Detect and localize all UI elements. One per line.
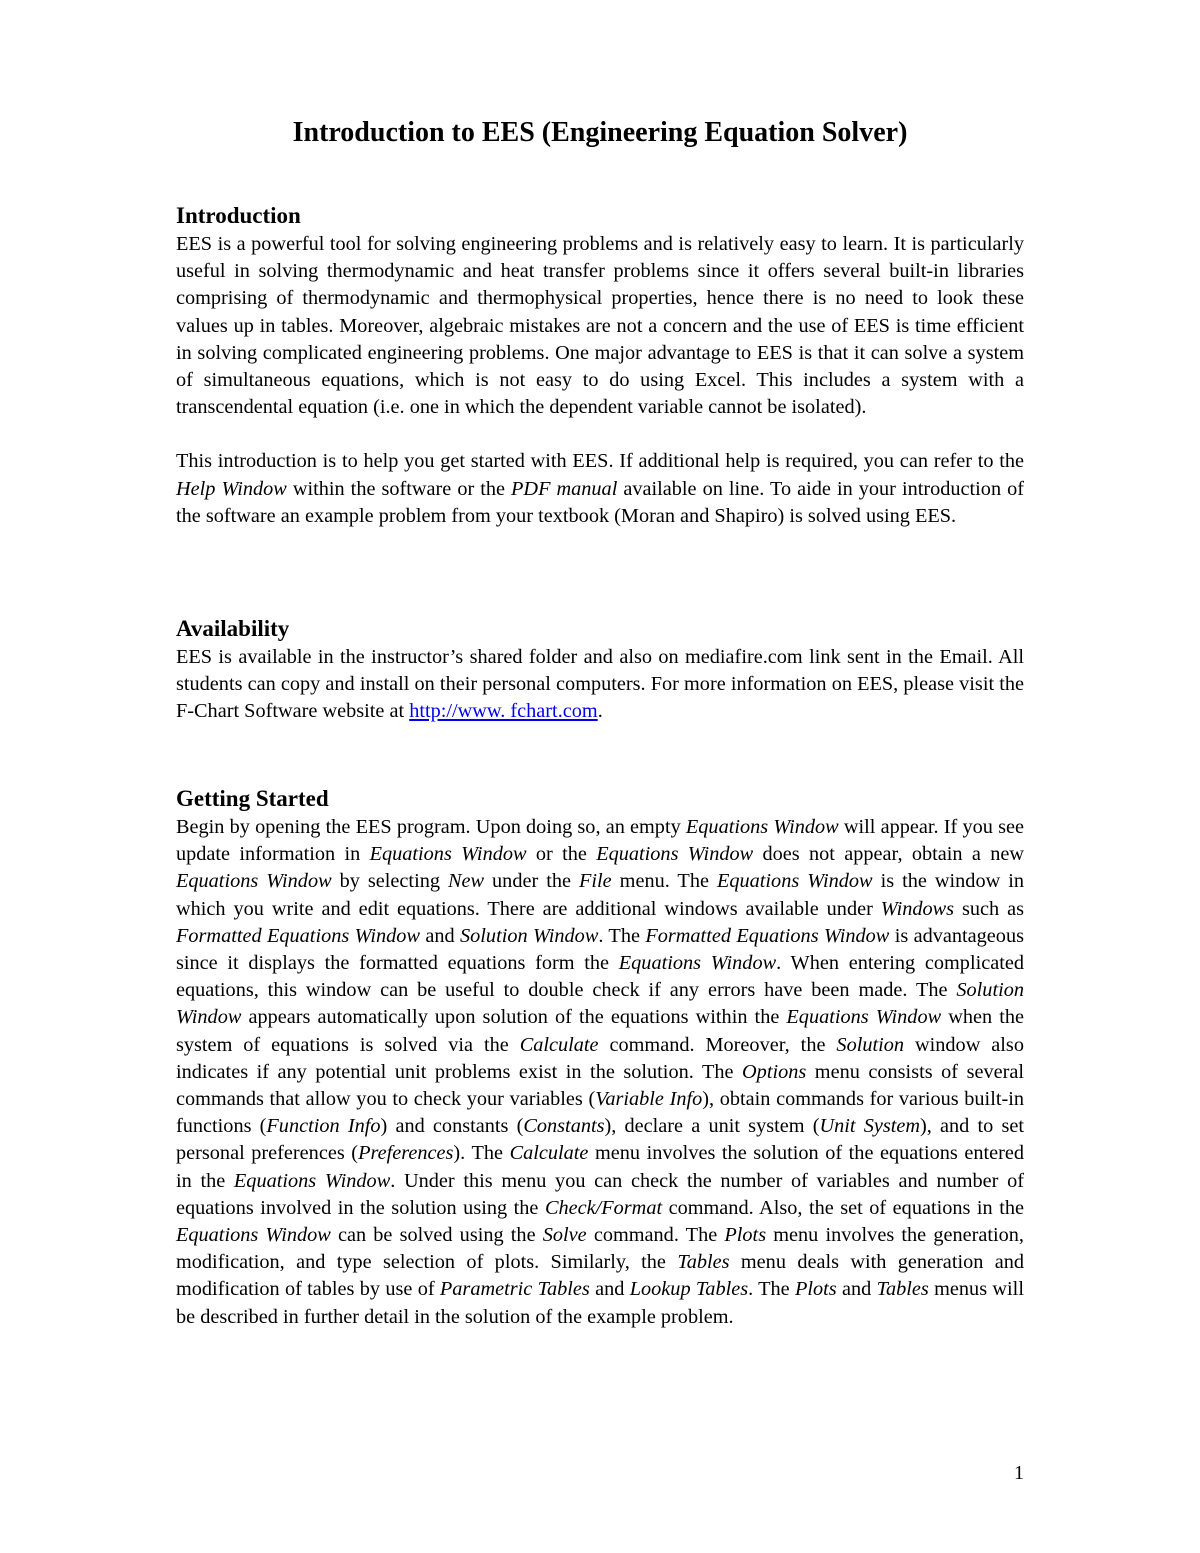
- text-run: menu deals with generation and modification of tables by use of: [176, 1251, 1025, 1301]
- text-run: under the: [484, 870, 579, 893]
- document-page: [176, 0, 1024, 1553]
- italic-term: Solution: [836, 1033, 905, 1056]
- text-run: when the system of equations is solved via the: [176, 1006, 1024, 1056]
- italic-term: Equations Window: [685, 816, 839, 838]
- text-run: menu consists of several commands that allow you to check your variables (: [176, 1060, 1024, 1111]
- italic-term: Plots: [724, 1224, 767, 1247]
- italic-term: New: [447, 870, 485, 893]
- italic-term: Tables: [677, 1251, 730, 1274]
- text-run: or the: [526, 843, 597, 866]
- text-run: menu involves the solution of the equations entered in the: [176, 1142, 1025, 1192]
- introduction-paragraph-1: EES is a powerful tool for solving engineering problems and is relatively easy to learn. It is particularly useful in solving thermodynamic and heat transfer problems since it offers several built-in libraries comprising of thermodynamic and thermophysical properties, hence there is no need to look these values up in tables. Moreover, algebraic mistakes are not a concern and the use of EES is time efficient in solving complicated engineering problems. One major advantage to EES is that it can solve a system of simultaneous equations, which is not easy to do using Excel. This includes a system with a transcendental equation (i.e. one in which the dependent variable cannot be isolated).: [176, 233, 1024, 419]
- italic-term: Solve: [542, 1224, 587, 1247]
- text-run: menu. The: [611, 870, 717, 893]
- italic-term: Formatted Equations Window: [176, 924, 420, 947]
- text-run: does not appear, obtain a new: [753, 843, 1025, 866]
- text-run: command. Also, the set of equations in the: [662, 1196, 1024, 1219]
- italic-term: Calculate: [519, 1033, 599, 1056]
- italic-term: Solution Window: [460, 924, 599, 947]
- text-run: and: [419, 924, 461, 947]
- getting-started-paragraph: [176, 814, 1024, 1331]
- italic-term: Equations Window: [618, 952, 777, 975]
- italic-term: Constants: [523, 1115, 605, 1138]
- text-run: . When entering complicated equations, this window can be useful to double check if any errors have been made. The: [176, 952, 1024, 1002]
- italic-term: File: [579, 870, 612, 893]
- text-run: appears automatically upon solution of the equations within the: [241, 1006, 787, 1029]
- text-run: command. The: [586, 1224, 725, 1247]
- availability-text: EES is available in the instructor’s shared folder and also on mediafire.com link sent in the Email. All students can copy and install on their personal computers. For more information on EES, please visit the F-Chart Software website at: [176, 646, 1024, 723]
- availability-section: [176, 614, 1024, 726]
- text-run: . The: [598, 924, 646, 947]
- pdf-manual-reference: PDF manual: [511, 477, 618, 500]
- intro-p2-text-3: available on line. To aide in your introduction of the software an example problem from your textbook (Moran and Shapiro) is solved using EES.: [176, 477, 1024, 527]
- italic-term: Plots: [794, 1278, 837, 1301]
- text-run: window also indicates if any potential unit problems exist in the solution. The: [176, 1033, 1024, 1083]
- intro-p2-text-2: within the software or the: [286, 477, 512, 500]
- document-title: Introduction to EES (Engineering Equation Solver): [292, 117, 908, 148]
- italic-term: Parametric Tables: [439, 1278, 590, 1301]
- italic-term: Check/Format: [544, 1196, 663, 1219]
- text-run: menu involves the generation, modification, and type selection of plots. Similarly, the: [176, 1224, 1024, 1274]
- text-run: . Under this menu you can check the number of variables and number of equations involved in the solution using the: [176, 1169, 1024, 1219]
- text-run: menus will be described in further detail in the solution of the example problem.: [176, 1278, 1024, 1328]
- italic-term: Options: [742, 1060, 807, 1083]
- text-run: ) and constants (: [380, 1115, 524, 1138]
- fchart-website-link[interactable]: http://www. fchart.com: [409, 700, 598, 723]
- text-run: is the window in which you write and edit equations. There are additional windows available under: [176, 870, 1025, 920]
- italic-term: Unit System: [819, 1115, 921, 1138]
- text-run: is advantageous since it displays the formatted equations form the: [176, 924, 1024, 975]
- availability-heading: Availability: [176, 616, 290, 641]
- getting-started-section: [176, 784, 1024, 1331]
- italic-term: Formatted Equations Window: [645, 924, 890, 947]
- text-run: and: [836, 1278, 877, 1301]
- italic-term: Variable Info: [595, 1088, 703, 1111]
- text-run: ). The: [453, 1142, 510, 1165]
- text-run: . The: [748, 1278, 795, 1301]
- text-run: such as: [954, 897, 1025, 920]
- text-run: by selecting: [331, 870, 448, 893]
- text-run: ), and to set personal preferences (: [176, 1115, 1025, 1165]
- italic-term: Calculate: [509, 1142, 589, 1165]
- italic-term: Equations Window: [176, 1224, 331, 1247]
- intro-p2-text-1: This introduction is to help you get started with EES. If additional help is required, you can refer to the: [176, 450, 1024, 473]
- text-run: command. Moreover, the: [598, 1033, 837, 1056]
- italic-term: Equations Window: [596, 843, 754, 866]
- italic-term: Equations Window: [233, 1169, 391, 1192]
- italic-term: Windows: [880, 897, 955, 920]
- italic-term: Equations Window: [786, 1006, 942, 1029]
- italic-term: Solution Window: [176, 979, 1024, 1029]
- text-run: ), declare a unit system (: [604, 1115, 820, 1138]
- italic-term: Function Info: [266, 1115, 381, 1138]
- italic-term: Equations Window: [176, 870, 332, 893]
- italic-term: Equations Window: [369, 843, 527, 866]
- italic-term: Lookup Tables: [629, 1278, 749, 1301]
- text-run: Begin by opening the EES program. Upon doing so, an empty: [176, 816, 686, 838]
- page-number: 1: [1014, 1462, 1024, 1484]
- text-run: will appear. If you see update information in: [176, 816, 1024, 866]
- italic-term: Preferences: [358, 1142, 454, 1165]
- introduction-heading: Introduction: [176, 203, 301, 228]
- text-run: and: [589, 1278, 630, 1301]
- help-window-reference: Help Window: [176, 477, 287, 500]
- availability-paragraph: [176, 644, 1024, 726]
- italic-term: Equations Window: [716, 870, 873, 893]
- text-run: can be solved using the: [330, 1224, 543, 1247]
- text-run: ), obtain commands for various built-in functions (: [176, 1088, 1024, 1138]
- italic-term: Tables: [876, 1278, 929, 1301]
- availability-after-link: .: [597, 700, 603, 723]
- getting-started-heading: Getting Started: [176, 786, 329, 811]
- introduction-paragraph-2: [176, 448, 1024, 530]
- introduction-section: [176, 201, 1024, 530]
